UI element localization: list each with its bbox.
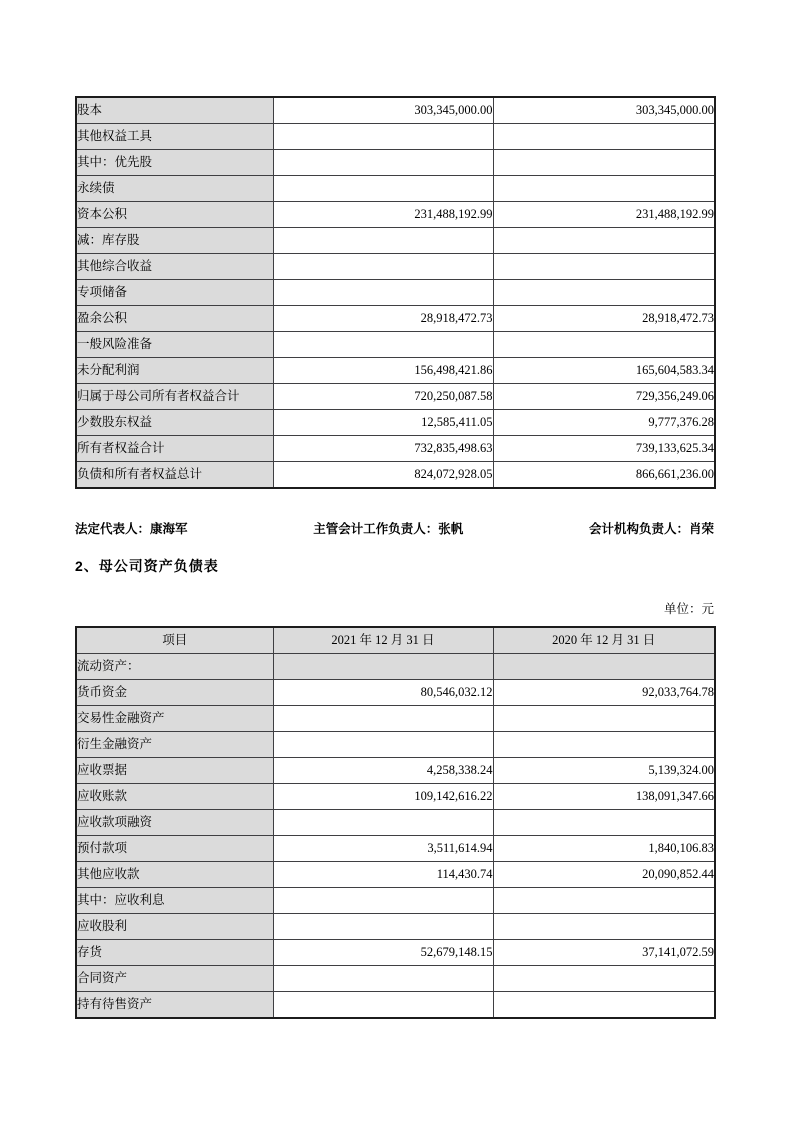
unit-label: 单位：元 <box>663 602 714 616</box>
chief-accountant: 主管会计工作负责人：张帆 <box>313 522 464 536</box>
value-prior <box>493 332 715 358</box>
value-prior: 739,133,625.34 <box>493 436 715 462</box>
value-prior: 37,141,072.59 <box>493 940 715 966</box>
value-prior: 231,488,192.99 <box>493 202 715 228</box>
table-row <box>76 758 715 784</box>
equity-section-table <box>75 96 716 489</box>
value-prior <box>493 228 715 254</box>
value-current: 720,250,087.58 <box>273 384 493 410</box>
table-row <box>76 202 715 228</box>
value-current: 52,679,148.15 <box>273 940 493 966</box>
value-current: 3,511,614.94 <box>273 836 493 862</box>
value-prior: 303,345,000.00 <box>493 97 715 124</box>
row-label: 少数股东权益 <box>76 410 273 436</box>
table-row <box>76 914 715 940</box>
value-prior: 92,033,764.78 <box>493 680 715 706</box>
table-row <box>76 228 715 254</box>
value-prior <box>493 280 715 306</box>
table-row <box>76 966 715 992</box>
value-prior <box>493 176 715 202</box>
row-label: 负债和所有者权益总计 <box>76 462 273 489</box>
row-label: 其他应收款 <box>76 862 273 888</box>
value-current <box>273 810 493 836</box>
row-label: 其他权益工具 <box>76 124 273 150</box>
value-prior <box>493 810 715 836</box>
table-row <box>76 97 715 124</box>
table-row <box>76 654 715 680</box>
value-prior: 138,091,347.66 <box>493 784 715 810</box>
column-header: 项目 <box>76 627 273 654</box>
row-label: 应收股利 <box>76 914 273 940</box>
row-label: 其中：优先股 <box>76 150 273 176</box>
column-header: 2021 年 12 月 31 日 <box>273 627 493 654</box>
row-label: 其中：应收利息 <box>76 888 273 914</box>
row-label: 应收账款 <box>76 784 273 810</box>
row-label: 货币资金 <box>76 680 273 706</box>
value-current <box>273 654 493 680</box>
value-prior <box>493 706 715 732</box>
value-prior <box>493 966 715 992</box>
row-label: 所有者权益合计 <box>76 436 273 462</box>
header-row <box>76 627 715 654</box>
value-current <box>273 280 493 306</box>
row-label: 一般风险准备 <box>76 332 273 358</box>
table-row <box>76 940 715 966</box>
value-current <box>273 706 493 732</box>
table-row <box>76 124 715 150</box>
row-label: 存货 <box>76 940 273 966</box>
value-prior: 1,840,106.83 <box>493 836 715 862</box>
value-current <box>273 124 493 150</box>
value-prior <box>493 732 715 758</box>
value-prior: 20,090,852.44 <box>493 862 715 888</box>
equity-table-body <box>76 97 715 488</box>
value-current: 114,430.74 <box>273 862 493 888</box>
parent-company-balance-sheet <box>75 626 716 1019</box>
value-current <box>273 254 493 280</box>
table-row <box>76 436 715 462</box>
row-label: 持有待售资产 <box>76 992 273 1019</box>
value-prior: 165,604,583.34 <box>493 358 715 384</box>
balance-sheet-header <box>76 627 715 654</box>
value-prior: 866,661,236.00 <box>493 462 715 489</box>
column-header: 2020 年 12 月 31 日 <box>493 627 715 654</box>
table-row <box>76 732 715 758</box>
value-prior: 5,139,324.00 <box>493 758 715 784</box>
value-current <box>273 228 493 254</box>
table-row <box>76 836 715 862</box>
value-prior: 729,356,249.06 <box>493 384 715 410</box>
signature-row <box>75 519 714 537</box>
table-row <box>76 254 715 280</box>
table-row <box>76 280 715 306</box>
row-label: 其他综合收益 <box>76 254 273 280</box>
value-current <box>273 732 493 758</box>
value-prior: 28,918,472.73 <box>493 306 715 332</box>
value-current <box>273 888 493 914</box>
table-row <box>76 992 715 1019</box>
value-prior <box>493 124 715 150</box>
value-prior <box>493 914 715 940</box>
value-prior <box>493 888 715 914</box>
value-current: 28,918,472.73 <box>273 306 493 332</box>
table-row <box>76 680 715 706</box>
row-label: 合同资产 <box>76 966 273 992</box>
table-row <box>76 332 715 358</box>
balance-sheet-body <box>76 654 715 1019</box>
value-prior <box>493 254 715 280</box>
accounting-head: 会计机构负责人：肖荣 <box>588 522 714 536</box>
table-row <box>76 706 715 732</box>
row-label: 流动资产： <box>76 654 273 680</box>
table-row <box>76 810 715 836</box>
value-current: 303,345,000.00 <box>273 97 493 124</box>
row-label: 永续债 <box>76 176 273 202</box>
table-row <box>76 306 715 332</box>
value-current <box>273 992 493 1019</box>
row-label: 减：库存股 <box>76 228 273 254</box>
value-current: 824,072,928.05 <box>273 462 493 489</box>
value-current: 156,498,421.86 <box>273 358 493 384</box>
value-current <box>273 332 493 358</box>
row-label: 应收款项融资 <box>76 810 273 836</box>
table-row <box>76 410 715 436</box>
row-label: 交易性金融资产 <box>76 706 273 732</box>
table-row <box>76 888 715 914</box>
table-row <box>76 176 715 202</box>
row-label: 未分配利润 <box>76 358 273 384</box>
table-row <box>76 462 715 489</box>
table-row <box>76 358 715 384</box>
value-current: 12,585,411.05 <box>273 410 493 436</box>
row-label: 盈余公积 <box>76 306 273 332</box>
row-label: 股本 <box>76 97 273 124</box>
value-current <box>273 150 493 176</box>
row-label: 衍生金融资产 <box>76 732 273 758</box>
row-label: 归属于母公司所有者权益合计 <box>76 384 273 410</box>
row-label: 专项储备 <box>76 280 273 306</box>
table-row <box>76 384 715 410</box>
value-prior <box>493 150 715 176</box>
row-label: 预付款项 <box>76 836 273 862</box>
table-row <box>76 784 715 810</box>
legal-representative: 法定代表人：康海军 <box>75 522 188 536</box>
value-current: 80,546,032.12 <box>273 680 493 706</box>
row-label: 资本公积 <box>76 202 273 228</box>
value-prior <box>493 654 715 680</box>
value-current <box>273 914 493 940</box>
value-prior: 9,777,376.28 <box>493 410 715 436</box>
row-label: 应收票据 <box>76 758 273 784</box>
section-heading: 2、母公司资产负债表 <box>75 558 219 574</box>
table-row <box>76 862 715 888</box>
value-current: 231,488,192.99 <box>273 202 493 228</box>
value-current <box>273 966 493 992</box>
table-row <box>76 150 715 176</box>
value-current: 4,258,338.24 <box>273 758 493 784</box>
value-current: 732,835,498.63 <box>273 436 493 462</box>
value-current: 109,142,616.22 <box>273 784 493 810</box>
value-current <box>273 176 493 202</box>
value-prior <box>493 992 715 1019</box>
